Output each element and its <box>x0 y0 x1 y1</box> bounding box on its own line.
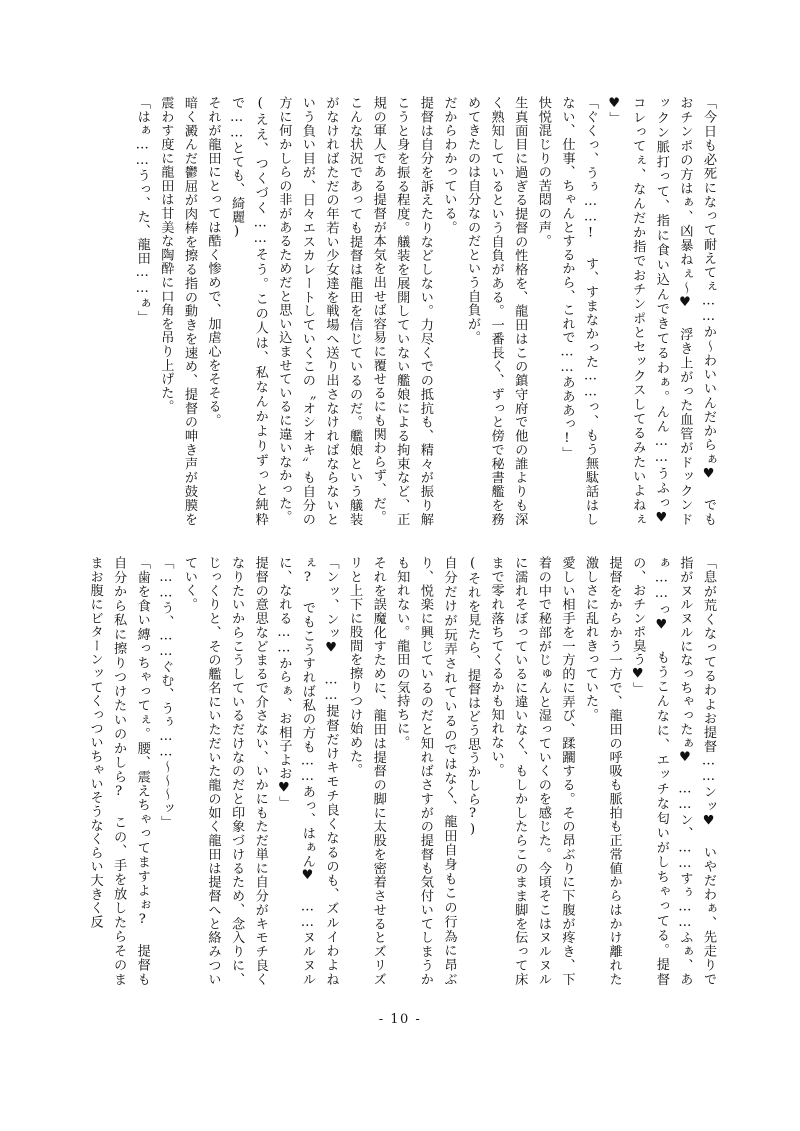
paragraph: 生真面目に過ぎる提督の性格を、龍田はこの鎮守府で他の誰よりも深く熟知しているという自負がある。一番長く、ずっと傍で秘書艦を務めてきたのは自分なのだという自負が。 <box>465 96 528 526</box>
paragraph: それを誤魔化すために、龍田は提督の脚に太股を密着させるとズリズリと上下に股間を擦りつけ始めた。 <box>347 556 386 986</box>
paragraph: 「……う、……ぐむ、うぅ……～～～ッ」 <box>158 556 174 829</box>
paragraph: 自分だけが玩弄されているのではなく、龍田自身もこの行為に昂ぶり、悦楽に興じているのだと知ればさすがの提督も気付いてしまうかも知れない。龍田の気持ちに。 <box>394 556 457 986</box>
paragraph: 「息が荒くなってるわよお提督……ンッ♥ いやだわぁ、先走りで指がヌルヌルになっちゃったぁ♥ ……ン、……すぅ……ふぁ、あぁ……っ♥ もうこんなに、エッチな匂いがしちゃってる。提督の、おチンポ臭う♥」 <box>630 556 716 986</box>
paragraph: 「今日も必死になって耐えてぇ……か～わいいんだからぁ♥ でもおチンポの方はぁ、凶暴ねぇ～♥ 浮き上がった血管がドックンドックン脈打って、指に食い込んできてるわぁ。んん……うふっ♥ コレってぇ、なんだか指でおチンポとセックスしてるみたいよねぇ♥」 <box>606 96 716 526</box>
paragraph: 提督をからかう一方で、龍田の呼吸も脈拍も正常値からはかけ離れた激しさに乱れきっていた。 <box>583 556 622 986</box>
paragraph: (ええ、つくづく……そう。この人は、私なんかよりずっと純粋で……とても、綺麗) <box>229 96 268 526</box>
paragraph: だからわかっている。 <box>441 96 457 234</box>
paragraph: 提督は自分を訴えたりなどしない。力尽くでの抵抗も、精々が振り解こうと身を振る程度。艤装を展開していない艦娘による拘束など、正規の軍人である提督が本気を出せば容易に覆せるにも関わらず、だ。 <box>370 96 433 526</box>
page-number: - 10 - <box>378 1012 422 1027</box>
paragraph: 「ンッ、ンッ♥ ……提督だけキモチ良くなるのも、ズルイわよねぇ? でもこうすれば私の方も……あっ、はぁん♥ ……ヌルヌルに、なれる……からぁ、お相子よお♥」 <box>276 556 339 986</box>
paragraph: 提督の意思などまるで介さない、いかにもただ単に自分がキモチ良くなりたいからこうしているだけなのだと印象づけるため、念入りに、じっくりと、その艦名にいただいた龍の如く龍田は提督へと絡みついていく。 <box>181 556 268 986</box>
paragraph: 「ぐくっ、うぅ……! す、すまなかった……っ、もう無駄話はしない、仕事、ちゃんとするから、これで……あああっ!」 <box>559 96 599 526</box>
paragraph: 「歯を食い縛っちゃってぇ。腰、震えちゃってますよぉ? 提督も自分から私に擦りつけたいのかしら? この、手を放したらそのままお腹にビターンッてくっついちゃいそうなくらい大きく反 <box>87 556 150 986</box>
text-block-bottom <box>87 556 720 986</box>
paragraph: 快悦混じりの苦悶の声。 <box>535 96 551 248</box>
paragraph: (それを見たら、提督はどう思うかしら?) <box>465 556 481 838</box>
paragraph: こんな状況であっても提督は龍田を信じているのだ。艦娘という艤装がなければただの年若い少女達を戦場へ送り出さなければならないという負い目が、日々エスカレートしていくこの〝オシオキ〟も自分の方に何かしらの非があるためだと思い込ませているに違いなかった。 <box>276 96 363 526</box>
text-block-top <box>104 96 720 526</box>
paragraph: 「はぁ……うっ、た、龍田……ぁ」 <box>134 96 150 324</box>
paragraph: 暗く澱んだ鬱屈が肉棒を擦る指の動きを速め、提督の呻き声が鼓膜を震わす度に龍田は甘美な陶酔に口角を吊り上げた。 <box>158 96 197 526</box>
paragraph: それが龍田にとっては酷く惨めで、加虐心をそそる。 <box>205 96 221 428</box>
paragraph: 愛しい相手を一方的に弄び、蹂躙する。その昂ぶりに下腹が疼き、下着の中で秘部がじゅんと湿っていくのを感じた。今頃そこはヌルヌルに濡れそぼっているに違いなく、もしかしたらこのまま脚を伝って床まで零れ落ちてくるかも知れない。 <box>488 556 575 986</box>
